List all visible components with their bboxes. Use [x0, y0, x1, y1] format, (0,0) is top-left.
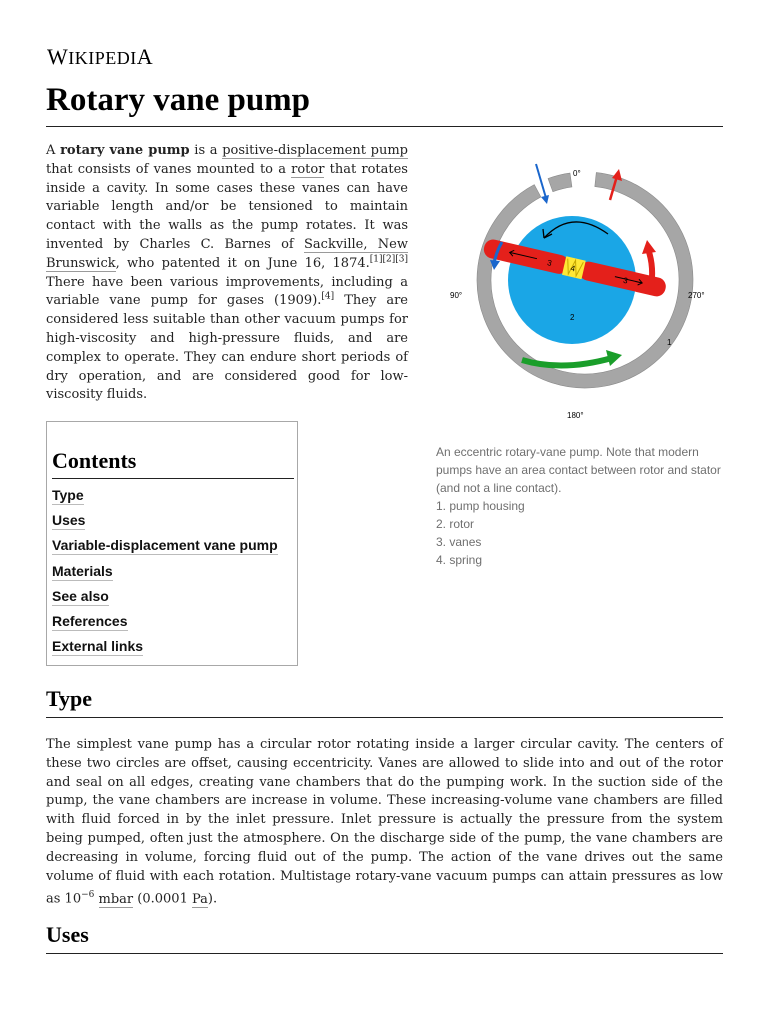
- table-of-contents: [46, 421, 298, 666]
- intro-paragraph: [46, 142, 408, 405]
- label-angle-0: 0°: [573, 169, 581, 178]
- caption-item-vanes: 3. vanes: [436, 535, 482, 549]
- label-housing: 1: [667, 338, 672, 347]
- section-heading-type: Type: [46, 686, 93, 711]
- section-divider-uses: [46, 953, 723, 954]
- caption-item-housing: 1. pump housing: [436, 499, 525, 513]
- type-text-2: (0.0001: [133, 891, 192, 907]
- type-text-3: ).: [207, 891, 218, 907]
- type-text-1: The simplest vane pump has a circular rotor rotating inside a larger circular cavity. The centers of these two circles are offset, causing eccentricity. Vanes are allowed to slide into and out of the rotor and seal on all edges, creating vane chambers that do the pumping work. In the suction side of the pump, the vane chambers are increase in volume. These increasing-volume vane chambers are filled with fluid forced in by the inlet pressure. Inlet pressure is actually the pressure from the system being pumped, often just the atmosphere. On the discharge side of the pump, the vane chambers are decreasing in volume, forcing fluid out of the pump. The action of the vane drives out the same volume of fluid with each rotation. Multistage rotary-vane vacuum pumps can attain pressures as low as 10: [46, 737, 723, 907]
- intro-text-6: There have been various improvements, including a variable vane pump for gases (1909).: [46, 274, 408, 309]
- label-angle-90: 90°: [450, 291, 463, 300]
- toc-item-external-links[interactable]: External links: [52, 638, 144, 655]
- toc-item-type[interactable]: Type: [52, 487, 84, 503]
- section-divider-type: [46, 717, 723, 718]
- link-mbar[interactable]: mbar: [98, 891, 134, 907]
- inlet-arrow-blue-head: [541, 195, 549, 204]
- link-sackville[interactable]: Sackville, New Brunswick: [46, 236, 408, 271]
- intro-text-2: is a: [189, 143, 223, 158]
- caption-text: An eccentric rotary-vane pump. Note that modern pumps have an area contact between rotor and stator (and not a line contact).: [436, 445, 721, 495]
- type-exponent: −6: [81, 890, 95, 901]
- flow-arrow-red-side-head: [642, 240, 656, 254]
- link-pa[interactable]: Pa: [191, 891, 208, 907]
- toc-item-references[interactable]: References: [52, 612, 128, 629]
- label-angle-180: 180°: [567, 411, 584, 420]
- intro-text-7: They are considered less suitable than other vacuum pumps for high-viscosity and high-pressure fluids, and are complex to operate. They can endure short periods of dry operation, and are considered good for low-viscosity fluids.: [46, 293, 408, 403]
- label-vane-left: 3: [546, 258, 553, 268]
- type-paragraph: [46, 736, 723, 910]
- intro-text-3: that consists of vanes mounted to a: [46, 161, 292, 177]
- toc-list: [52, 484, 278, 660]
- title-divider: [46, 126, 723, 127]
- link-positive-displacement-pump[interactable]: positive-displacement pump: [222, 143, 408, 158]
- flow-arrow-red-side: [649, 252, 652, 288]
- wikipedia-wordmark[interactable]: WIKIPEDIA: [47, 44, 154, 69]
- toc-item-materials[interactable]: Materials: [52, 562, 113, 579]
- flow-arrow-green: [522, 358, 612, 366]
- intro-text-5: , who patented it on June 16, 1874.: [115, 255, 370, 271]
- link-rotor[interactable]: rotor: [291, 161, 325, 177]
- toc-item-variable-displacement[interactable]: Variable-displacement vane pump: [52, 537, 278, 554]
- figure-caption: [436, 443, 726, 569]
- label-spring: 4: [569, 263, 577, 274]
- citation-refs-2[interactable]: [4]: [321, 292, 335, 303]
- section-heading-uses: Uses: [46, 922, 89, 947]
- intro-text-1: A: [46, 143, 61, 158]
- label-angle-270: 270°: [688, 291, 705, 300]
- toc-divider: [52, 478, 294, 479]
- caption-item-rotor: 2. rotor: [436, 517, 475, 531]
- toc-title: Contents: [52, 448, 137, 473]
- label-vane-right: 3: [622, 275, 629, 286]
- intro-bold-term: rotary vane pump: [60, 143, 190, 158]
- page-title: Rotary vane pump: [46, 82, 311, 118]
- intro-text-4: that rotates inside a cavity. In some cases these vanes can have variable length and/or be tensioned to maintain contact with the walls as the pump rotates. It was invented by Charles C. Barnes of: [46, 161, 408, 252]
- citation-refs-1[interactable]: [1][2][3]: [369, 254, 408, 265]
- toc-item-see-also[interactable]: See also: [52, 587, 109, 604]
- caption-item-spring: 4. spring: [436, 553, 483, 567]
- rotary-vane-pump-diagram[interactable]: [440, 160, 730, 430]
- toc-item-uses[interactable]: Uses: [52, 512, 86, 529]
- label-rotor: 2: [570, 313, 575, 322]
- caption-legend: [436, 497, 726, 569]
- flow-arrow-green-head: [606, 350, 622, 366]
